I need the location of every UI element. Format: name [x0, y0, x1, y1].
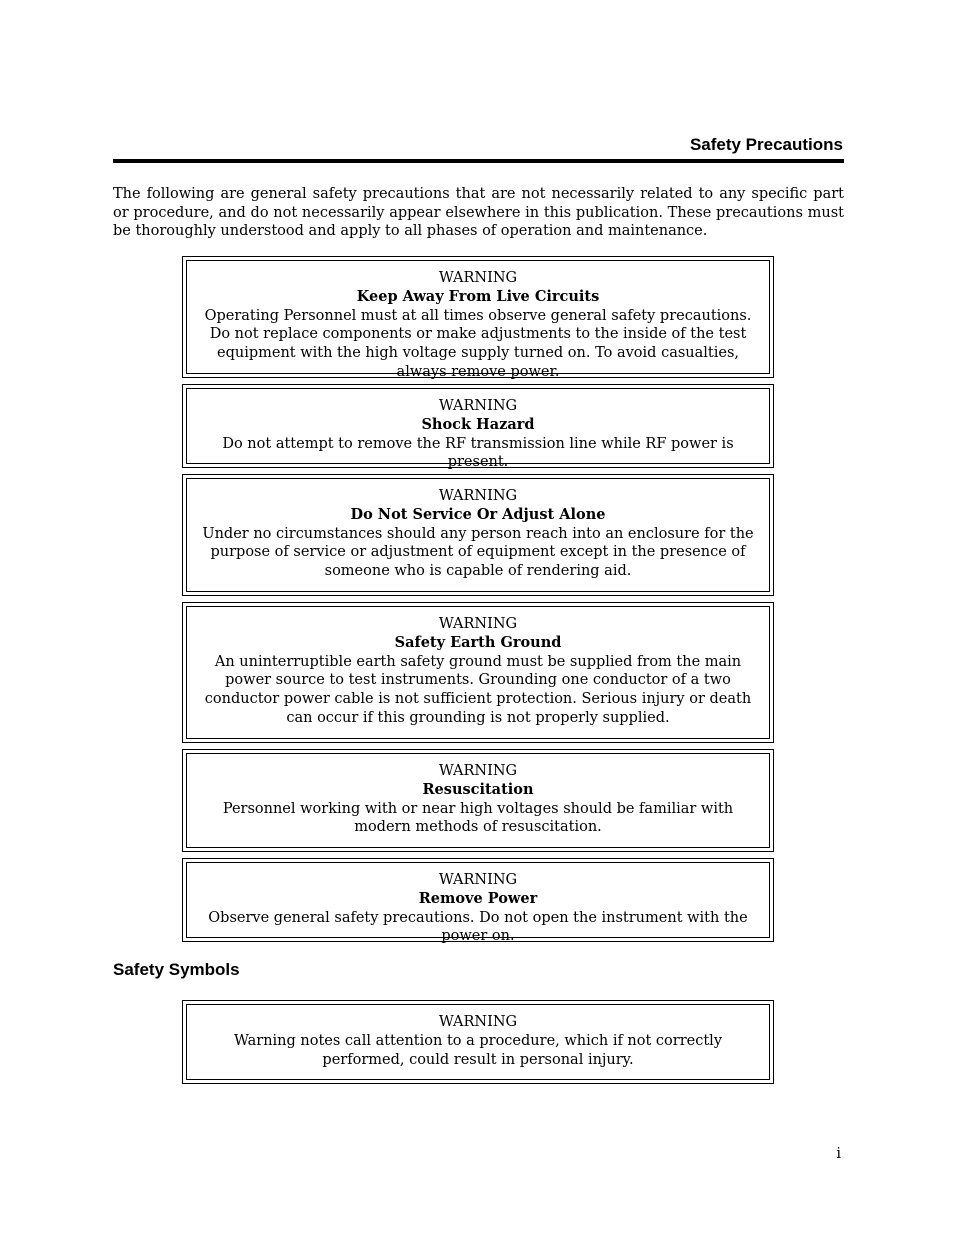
- section-heading-safety-symbols: Safety Symbols: [113, 960, 240, 979]
- warning-label: WARNING: [438, 488, 518, 504]
- warning-label: WARNING: [438, 763, 518, 779]
- warning-box-resuscitation: [182, 749, 774, 852]
- warning-title: Do Not Service Or Adjust Alone: [350, 505, 606, 523]
- warning-box-shock-hazard: [182, 384, 774, 471]
- warning-body: Do not attempt to remove the RF transmission line while RF power is present.: [222, 435, 734, 471]
- warning-box-service-alone: [182, 474, 774, 596]
- warning-body: An uninterruptible earth safety ground must be supplied from the main power source to test instruments. Grounding one conductor of a two conductor power cable is not sufficient protection. Serious injury or death can occur if this grounding is not properly supplied.: [204, 653, 752, 726]
- warning-body: Operating Personnel must at all times observe general safety precautions. Do not replace components or make adjustments to the inside of the test equipment with the high voltage supply turned on. To avoid casualties, always remove power.: [204, 307, 752, 380]
- warning-body: Warning notes call attention to a procedure, which if not correctly performed, could result in personal injury.: [233, 1032, 723, 1068]
- warning-title: Remove Power: [418, 889, 538, 907]
- warning-title: Shock Hazard: [421, 415, 535, 433]
- warning-body: Under no circumstances should any person reach into an enclosure for the purpose of service or adjustment of equipment except in the presence of someone who is capable of rendering aid.: [202, 525, 754, 580]
- warning-label: WARNING: [438, 398, 518, 414]
- warning-label: WARNING: [438, 1014, 518, 1030]
- warning-label: WARNING: [438, 270, 518, 286]
- warning-box-symbol-definition: [182, 1000, 774, 1084]
- warning-box-earth-ground: [182, 602, 774, 743]
- page-title: Safety Precautions: [689, 135, 843, 154]
- warning-box-remove-power: [182, 858, 774, 945]
- warning-title: Safety Earth Ground: [394, 633, 562, 651]
- warning-label: WARNING: [438, 872, 518, 888]
- intro-paragraph: The following are general safety precautions that are not necessarily related to any specific part or procedure, and do not necessarily appear elsewhere in this publication. These precautions must be thoroughly understood and apply to all phases of operation and maintenance.: [113, 186, 844, 240]
- warning-body: Personnel working with or near high voltages should be familiar with modern methods of resuscitation.: [222, 800, 734, 836]
- warning-label: WARNING: [438, 616, 518, 632]
- warning-box-live-circuits: [182, 256, 774, 378]
- header-rule: [113, 159, 844, 163]
- page-number: i: [836, 1146, 841, 1162]
- warning-title: Keep Away From Live Circuits: [356, 287, 600, 305]
- warning-title: Resuscitation: [422, 780, 534, 798]
- warning-body: Observe general safety precautions. Do not open the instrument with the power on.: [208, 909, 748, 945]
